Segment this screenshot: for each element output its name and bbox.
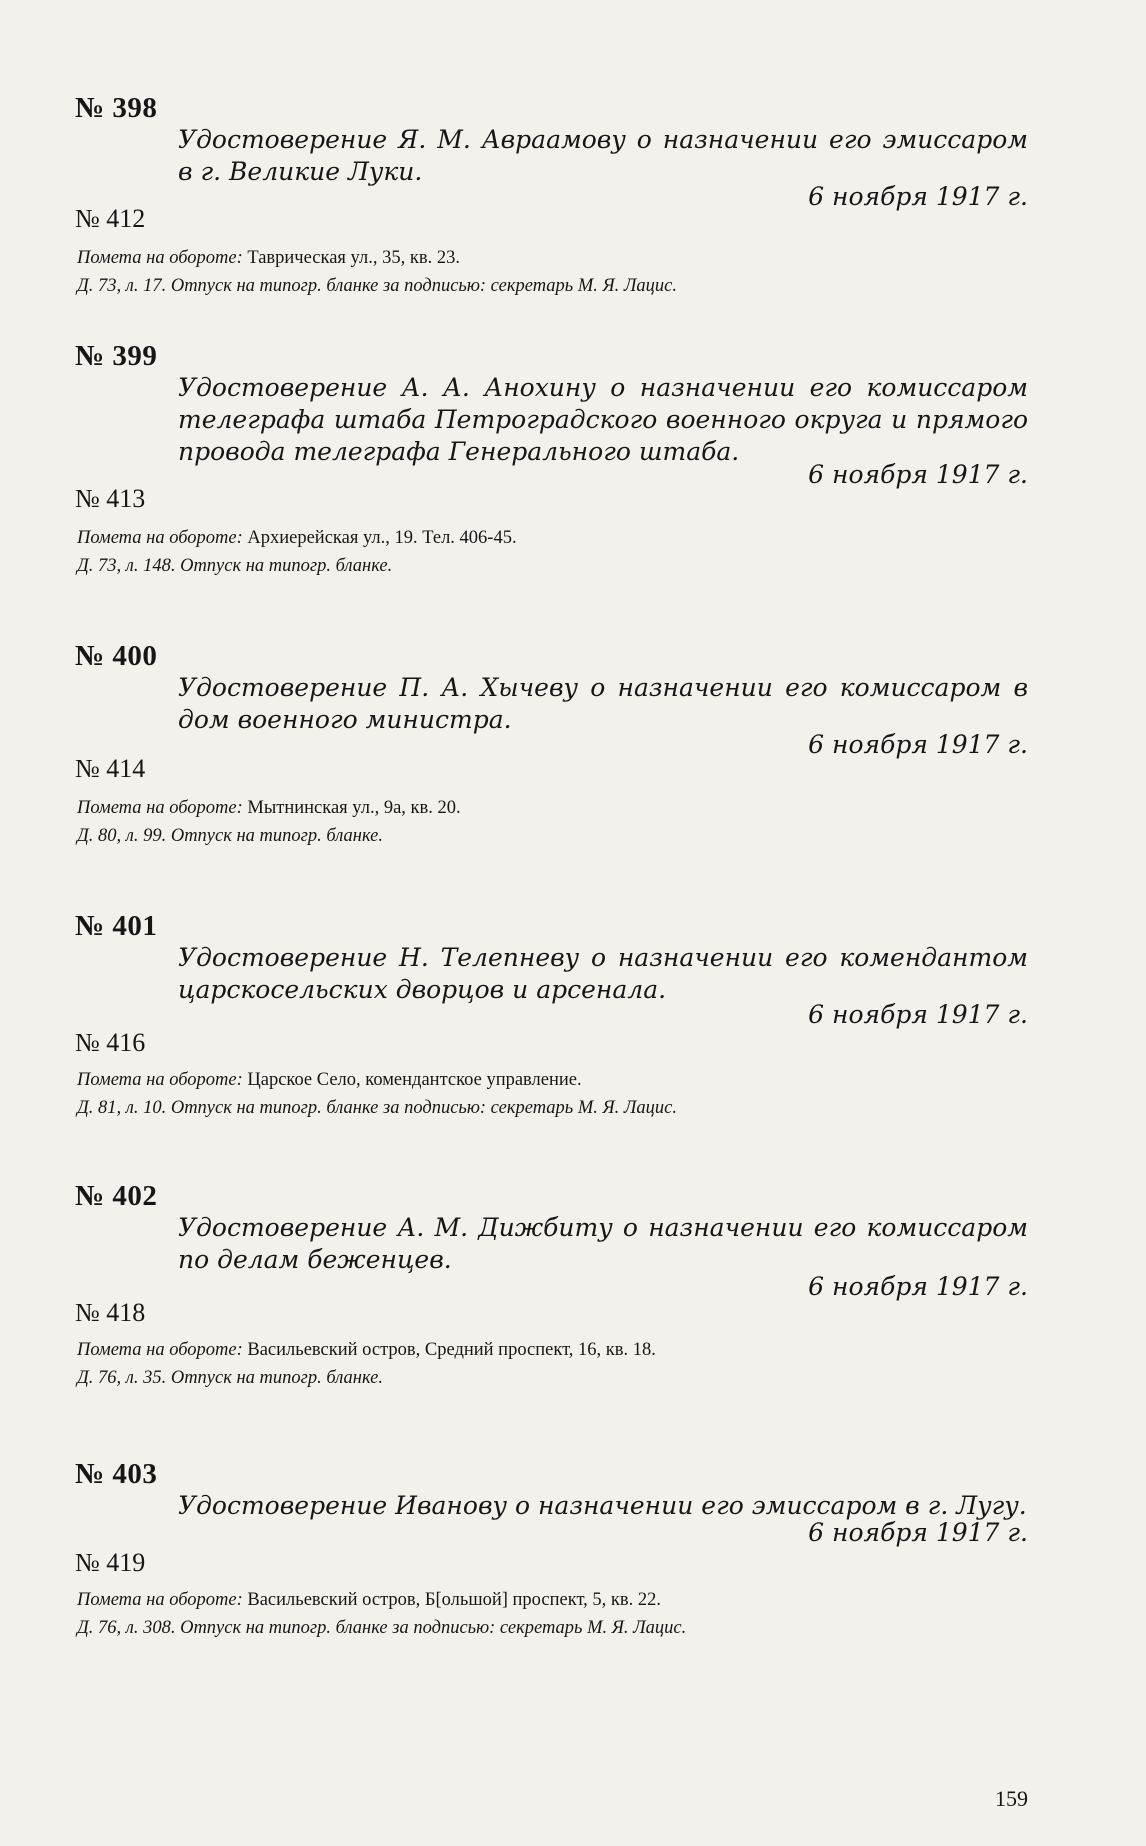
entry-date: 6 ноября 1917 г.	[808, 182, 1028, 211]
entry-date: 6 ноября 1917 г.	[808, 1000, 1028, 1029]
entry-number: № 401	[75, 910, 158, 942]
note-text: Васильевский остров, Средний проспект, 16, кв. 18.	[242, 1340, 656, 1360]
note-label: Помета на обороте:	[77, 528, 243, 548]
entry-number: № 402	[75, 1180, 158, 1212]
note-text: Архиерейская ул., 19. Тел. 406-45.	[242, 528, 517, 548]
entry-number: № 403	[75, 1458, 158, 1490]
entry-date: 6 ноября 1917 г.	[808, 460, 1028, 489]
document-number: № 412	[75, 204, 146, 233]
document-number: № 416	[75, 1028, 146, 1057]
note-label: Помета на обороте:	[77, 248, 243, 268]
reverse-note	[77, 244, 1027, 272]
entry-date: 6 ноября 1917 г.	[808, 1518, 1028, 1547]
note-text: Васильевский остров, Б[ольшой] проспект, 5, кв. 22.	[242, 1590, 661, 1610]
entry-number: № 400	[75, 640, 158, 672]
entry-title: Удостоверение А. М. Дижбиту о назначении его комиссаром по делам беженцев.	[178, 1213, 1028, 1274]
archive-reference: Д. 80, л. 99. Отпуск на типогр. бланке.	[77, 826, 383, 846]
entry-date: 6 ноября 1917 г.	[808, 1272, 1028, 1301]
document-number: № 414	[75, 754, 146, 783]
reverse-note	[77, 1586, 1027, 1614]
entry-title: Удостоверение Я. М. Авраамову о назначении его эмиссаром в г. Великие Луки.	[178, 125, 1028, 186]
note-label: Помета на обороте:	[77, 1590, 243, 1610]
page-number: 159	[995, 1786, 1028, 1811]
note-text: Царское Село, комендантское управление.	[242, 1070, 582, 1090]
archive-reference: Д. 73, л. 17. Отпуск на типогр. бланке за подписью: секретарь М. Я. Лацис.	[77, 276, 678, 296]
entry-date: 6 ноября 1917 г.	[808, 730, 1028, 759]
archive-reference: Д. 76, л. 308. Отпуск на типогр. бланке за подписью: секретарь М. Я. Лацис.	[77, 1618, 687, 1638]
entry-number: № 399	[75, 340, 158, 372]
archive-reference: Д. 76, л. 35. Отпуск на типогр. бланке.	[77, 1368, 383, 1388]
entry-title: Удостоверение П. А. Хычеву о назначении его комиссаром в дом военного министра.	[178, 673, 1028, 734]
entry-title: Удостоверение Н. Телепневу о назначении его комендантом царскосельских дворцов и арсенала.	[178, 943, 1028, 1004]
document-number: № 419	[75, 1548, 146, 1577]
reverse-note	[77, 794, 1027, 822]
entry-number: № 398	[75, 92, 158, 124]
note-label: Помета на обороте:	[77, 1070, 243, 1090]
note-label: Помета на обороте:	[77, 798, 243, 818]
document-number: № 413	[75, 484, 146, 513]
entry-title: Удостоверение Иванову о назначении его эмиссаром в г. Лугу.	[178, 1491, 1027, 1520]
archive-reference: Д. 73, л. 148. Отпуск на типогр. бланке.	[77, 556, 393, 576]
reverse-note	[77, 1336, 1027, 1364]
note-label: Помета на обороте:	[77, 1340, 243, 1360]
reverse-note	[77, 524, 1027, 552]
archive-reference: Д. 81, л. 10. Отпуск на типогр. бланке за подписью: секретарь М. Я. Лацис.	[77, 1098, 678, 1118]
reverse-note	[77, 1066, 1027, 1094]
document-number: № 418	[75, 1298, 146, 1327]
entry-title: Удостоверение А. А. Анохину о назначении его комиссаром телеграфа штаба Петроградского военного округа и прямого провода телеграфа Генерального штаба.	[178, 373, 1028, 466]
note-text: Мытнинская ул., 9а, кв. 20.	[242, 798, 461, 818]
note-text: Таврическая ул., 35, кв. 23.	[242, 248, 460, 268]
